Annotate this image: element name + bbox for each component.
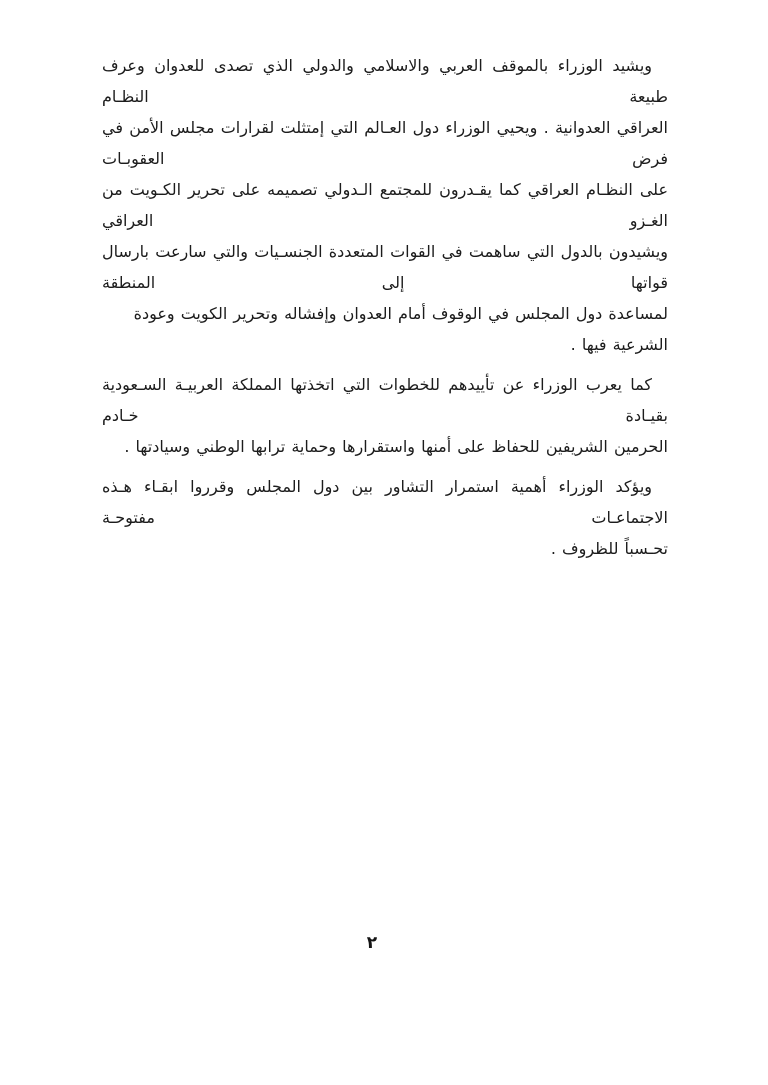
document-body [102,50,668,564]
text-line: ويشيد الوزراء بالموقف العربي والاسلامي والدولي الذي تصدى للعدوان وعرف طبيعة النظـام [102,56,668,106]
text-line: الحرمين الشريفين للحفاظ على أمنها واستقرارها وحماية ترابها الوطني وسيادتها . [124,437,668,456]
text-line: على النظـام العراقي كما يقـدرون للمجتمع الـدولي تصميمه على تحرير الكـويت من الغـزو العراقي [102,180,668,230]
text-line: ويشيدون بالدول التي ساهمت في القوات المتعددة الجنسـيات والتي سارعت بارسال قواتها إلى المنطقة [102,242,668,292]
text-line: ويؤكد الوزراء أهمية استمرار التشاور بين دول المجلس وقرروا ابقـاء هـذه الاجتماعـات مفتوحـة [102,477,668,527]
text-line: كما يعرب الوزراء عن تأييدهم للخطوات التي اتخذتها المملكة العربيـة السـعودية بقيـادة خـادم [102,375,668,425]
paragraph-2 [102,369,668,462]
text-line: العراقي العدوانية . ويحيي الوزراء دول العـالم التي إمتثلت لقرارات مجلس الأمن في فرض العقوبـات [102,118,668,168]
paragraph-1 [102,50,668,360]
text-line: تحـسباً للظروف . [550,539,668,558]
paragraph-3 [102,471,668,564]
text-line: لمساعدة دول المجلس في الوقوف أمام العدوان وإفشاله وتحرير الكويت وعودة الشرعية فيها . [133,304,668,354]
page-number: ٢ [366,933,378,953]
